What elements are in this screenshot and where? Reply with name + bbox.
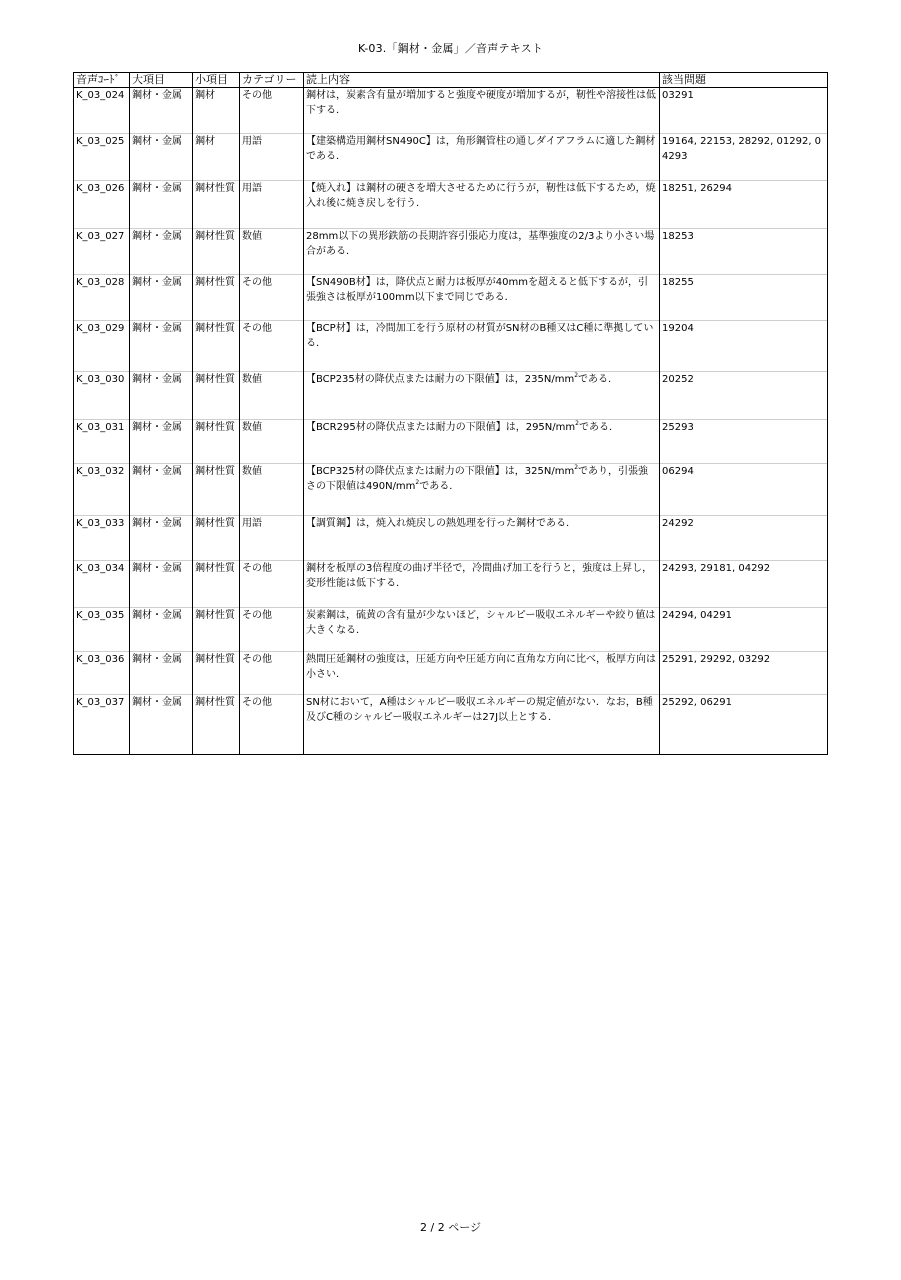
cell-major: 鋼材・金属 — [130, 652, 193, 695]
cell-reading: 【調質鋼】は，焼入れ焼戻しの熱処理を行った鋼材である． — [304, 516, 660, 561]
column-header-category: カテゴリー — [240, 73, 304, 88]
cell-major: 鋼材・金属 — [130, 181, 193, 229]
cell-major: 鋼材・金属 — [130, 134, 193, 181]
cell-minor: 鋼材性質 — [193, 181, 240, 229]
table-row — [74, 229, 828, 275]
table-row — [74, 464, 828, 516]
cell-minor: 鋼材性質 — [193, 321, 240, 372]
cell-questions: 20252 — [660, 372, 828, 420]
cell-minor: 鋼材性質 — [193, 464, 240, 516]
cell-code: K_03_028 — [74, 275, 130, 321]
cell-major: 鋼材・金属 — [130, 88, 193, 134]
cell-questions: 19204 — [660, 321, 828, 372]
cell-questions: 03291 — [660, 88, 828, 134]
cell-minor: 鋼材 — [193, 88, 240, 134]
cell-category: 用語 — [240, 516, 304, 561]
cell-reading: 鋼材を板厚の3倍程度の曲げ半径で，冷間曲げ加工を行うと，強度は上昇し，変形性能は低下する． — [304, 561, 660, 608]
cell-category: その他 — [240, 652, 304, 695]
cell-questions: 24294, 04291 — [660, 608, 828, 652]
cell-reading: 鋼材は，炭素含有量が増加すると強度や硬度が増加するが，靭性や溶接性は低下する． — [304, 88, 660, 134]
cell-major: 鋼材・金属 — [130, 516, 193, 561]
table-header-row — [74, 73, 828, 88]
cell-code: K_03_027 — [74, 229, 130, 275]
cell-reading: 【BCR295材の降伏点または耐力の下限値】は，$295N/mm^2$である． — [304, 420, 660, 464]
cell-reading: 【BCP235材の降伏点または耐力の下限値】は，$235N/mm^2$である． — [304, 372, 660, 420]
cell-category: 用語 — [240, 181, 304, 229]
cell-code: K_03_031 — [74, 420, 130, 464]
voice-text-table — [73, 72, 828, 755]
cell-category: その他 — [240, 88, 304, 134]
cell-minor: 鋼材性質 — [193, 652, 240, 695]
table-row — [74, 608, 828, 652]
cell-reading: 【SN490B材】は，降伏点と耐力は板厚が40mmを超えると低下するが，引張強さは板厚が100mm以下まで同じである． — [304, 275, 660, 321]
cell-category: その他 — [240, 695, 304, 755]
table-row — [74, 88, 828, 134]
cell-major: 鋼材・金属 — [130, 464, 193, 516]
table-row — [74, 275, 828, 321]
cell-questions: 18251, 26294 — [660, 181, 828, 229]
cell-minor: 鋼材性質 — [193, 229, 240, 275]
cell-code: K_03_034 — [74, 561, 130, 608]
cell-code: K_03_029 — [74, 321, 130, 372]
cell-reading: 【BCP325材の降伏点または耐力の下限値】は，$325N/mm^2$であり，引張強さの下限値は$490N/mm^2$である． — [304, 464, 660, 516]
cell-category: 用語 — [240, 134, 304, 181]
cell-code: K_03_030 — [74, 372, 130, 420]
cell-code: K_03_026 — [74, 181, 130, 229]
cell-reading: 【BCP材】は，冷間加工を行う原材の材質がSN材のB種又はC種に準拠している． — [304, 321, 660, 372]
page-title: K-03.「鋼材・金属」／音声テキスト — [357, 42, 544, 55]
cell-minor: 鋼材性質 — [193, 275, 240, 321]
cell-major: 鋼材・金属 — [130, 372, 193, 420]
cell-questions: 25292, 06291 — [660, 695, 828, 755]
cell-category: 数値 — [240, 372, 304, 420]
cell-category: その他 — [240, 561, 304, 608]
cell-questions: 24292 — [660, 516, 828, 561]
cell-reading: 【建築構造用鋼材SN490C】は，角形鋼管柱の通しダイアフラムに適した鋼材である． — [304, 134, 660, 181]
cell-category: その他 — [240, 321, 304, 372]
table-row — [74, 372, 828, 420]
table-row — [74, 695, 828, 755]
cell-category: その他 — [240, 608, 304, 652]
cell-code: K_03_025 — [74, 134, 130, 181]
cell-minor: 鋼材性質 — [193, 561, 240, 608]
cell-minor: 鋼材性質 — [193, 420, 240, 464]
cell-major: 鋼材・金属 — [130, 695, 193, 755]
cell-code: K_03_024 — [74, 88, 130, 134]
page-number: 2 / 2 ページ — [420, 1221, 481, 1234]
table-row — [74, 321, 828, 372]
cell-major: 鋼材・金属 — [130, 229, 193, 275]
cell-code: K_03_036 — [74, 652, 130, 695]
table-row — [74, 420, 828, 464]
cell-major: 鋼材・金属 — [130, 275, 193, 321]
cell-code: K_03_037 — [74, 695, 130, 755]
table-row — [74, 516, 828, 561]
cell-minor: 鋼材性質 — [193, 516, 240, 561]
cell-minor: 鋼材 — [193, 134, 240, 181]
cell-questions: 25291, 29292, 03292 — [660, 652, 828, 695]
column-header-minor: 小項目 — [193, 73, 240, 88]
cell-category: その他 — [240, 275, 304, 321]
cell-code: K_03_032 — [74, 464, 130, 516]
cell-minor: 鋼材性質 — [193, 608, 240, 652]
cell-reading: 28mm以下の異形鉄筋の長期許容引張応力度は，基準強度の2/3より小さい場合がある． — [304, 229, 660, 275]
cell-code: K_03_035 — [74, 608, 130, 652]
cell-code: K_03_033 — [74, 516, 130, 561]
cell-major: 鋼材・金属 — [130, 321, 193, 372]
cell-category: 数値 — [240, 420, 304, 464]
cell-questions: 24293, 29181, 04292 — [660, 561, 828, 608]
cell-minor: 鋼材性質 — [193, 372, 240, 420]
cell-reading: 炭素鋼は，硫黄の含有量が少ないほど，シャルピー吸収エネルギーや絞り値は大きくなる． — [304, 608, 660, 652]
table-body — [74, 88, 828, 755]
table-row — [74, 652, 828, 695]
column-header-questions: 該当問題 — [660, 73, 828, 88]
cell-questions: 25293 — [660, 420, 828, 464]
cell-questions: 18255 — [660, 275, 828, 321]
cell-reading: 【焼入れ】は鋼材の硬さを増大させるために行うが，靭性は低下するため，焼入れ後に焼き戻しを行う． — [304, 181, 660, 229]
cell-category: 数値 — [240, 229, 304, 275]
cell-major: 鋼材・金属 — [130, 608, 193, 652]
column-header-code: 音声ｺｰﾄﾞ — [74, 73, 130, 88]
cell-major: 鋼材・金属 — [130, 420, 193, 464]
cell-questions: 19164, 22153, 28292, 01292, 04293 — [660, 134, 828, 181]
cell-major: 鋼材・金属 — [130, 561, 193, 608]
cell-minor: 鋼材性質 — [193, 695, 240, 755]
cell-category: 数値 — [240, 464, 304, 516]
cell-reading: 熱間圧延鋼材の強度は，圧延方向や圧延方向に直角な方向に比べ，板厚方向は小さい． — [304, 652, 660, 695]
table-row — [74, 181, 828, 229]
cell-questions: 06294 — [660, 464, 828, 516]
table-row — [74, 134, 828, 181]
cell-questions: 18253 — [660, 229, 828, 275]
table-row — [74, 561, 828, 608]
column-header-reading: 読上内容 — [304, 73, 660, 88]
column-header-major: 大項目 — [130, 73, 193, 88]
cell-reading: SN材において，A種はシャルピー吸収エネルギーの規定値がない．なお，B種及びC種のシャルピー吸収エネルギーは27J以上とする． — [304, 695, 660, 755]
